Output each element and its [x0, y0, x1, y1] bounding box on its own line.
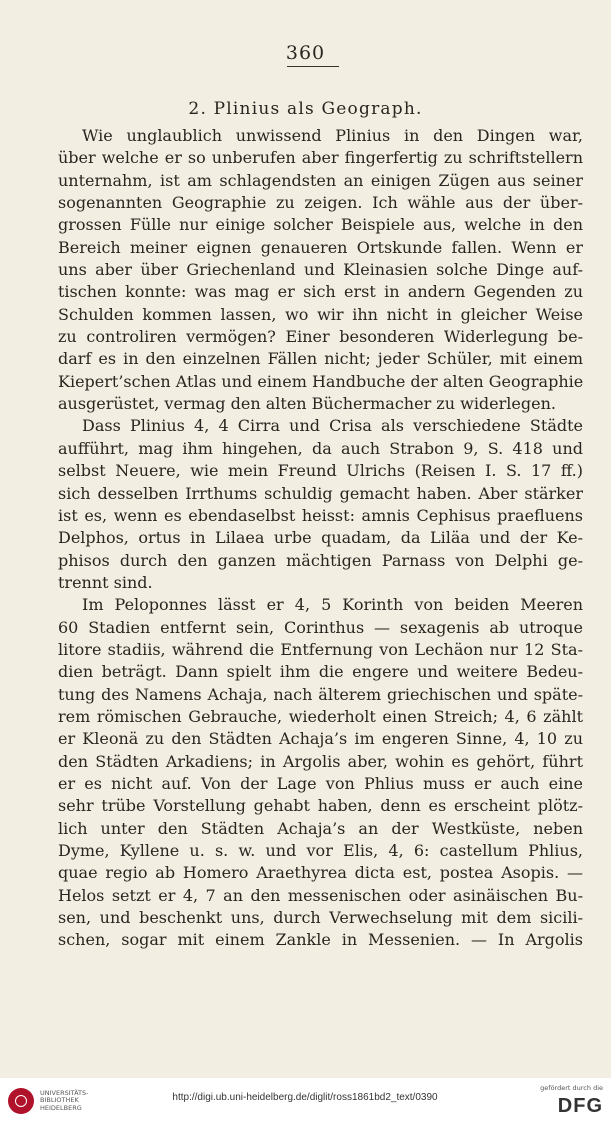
text-line: sen, und beschenkt uns, durch Verwechselung mit dem sicili- — [58, 908, 583, 928]
text-line: uns aber über Griechenland und Kleinasien solche Dinge auf- — [58, 260, 583, 280]
dfg-logo — [540, 1084, 603, 1117]
text-line: dien beträgt. Dann spielt ihm die engere und weitere Bedeu- — [58, 662, 583, 682]
text-line: trennt sind. — [58, 572, 153, 592]
page-number: 360 — [285, 42, 326, 64]
text-line: Kiepert’schen Atlas und einem Handbuche der alten Geographie — [58, 371, 583, 391]
text-line: Dyme, Kyllene u. s. w. und vor Elis, 4, 6: castellum Phlius, — [58, 841, 583, 860]
footer-bar — [0, 1078, 611, 1125]
text-line: 60 Stadien entfernt sein, Corinthus — sexagenis ab utroque — [58, 617, 583, 637]
text-line: ausgerüstet, vermag den alten Büchermacher zu widerlegen. — [58, 394, 556, 414]
text-line: lich unter den Städten Achaja’s an der Westküste, neben — [58, 818, 583, 838]
text-line: zu controliren vermögen? Einer besonderen Widerlegung be- — [58, 327, 583, 347]
text-line: Im Peloponnes lässt er 4, 5 Korinth von beiden Meeren — [82, 595, 583, 615]
text-line: phisos durch den ganzen mächtigen Parnass von Delphi ge- — [58, 550, 583, 570]
text-line: er es nicht auf. Von der Lage von Phlius muss er auch eine — [58, 773, 583, 793]
text-line: den Städten Arkadiens; in Argolis aber, wohin es gehört, führt — [58, 751, 583, 771]
library-name: UNIVERSITÄTS- BIBLIOTHEK HEIDELBERG — [40, 1088, 89, 1112]
text-line: sehr trübe Vorstellung gehabt haben, denn es erscheint plötz- — [58, 796, 583, 816]
text-line: Schulden kommen lassen, wo wir ihn nicht in gleicher Weise — [58, 304, 583, 324]
university-seal-icon — [8, 1088, 34, 1114]
section-heading: 2. Plinius als Geograph. — [188, 99, 423, 119]
text-line: über welche er so unberufen aber fingerfertig zu schriftstellern — [58, 148, 583, 168]
text-line: selbst Neuere, wie mein Freund Ulrichs (Reisen I. S. 17 ff.) — [58, 461, 583, 481]
permalink-url[interactable]: http://digi.ub.uni-heidelberg.de/diglit/ross1861bd2_text/0390 — [172, 1092, 438, 1103]
text-line: sogenannten Geographie zu zeigen. Ich wähle aus der über- — [58, 193, 583, 213]
text-line: sich desselben Irrthums schuldig gemacht haben. Aber stärker — [58, 483, 583, 503]
text-line: litore stadiis, während die Entfernung von Lechäon nur 12 Sta- — [58, 639, 583, 659]
text-line: er Kleonä zu den Städten Achaja’s im engeren Sinne, 4, 10 zu — [58, 729, 583, 749]
body-text — [58, 125, 583, 952]
text-line: quae regio ab Homero Araethyrea dicta est, postea Asopis. — — [58, 863, 583, 883]
text-line: grossen Fülle nur einige solcher Beispiele aus, welche in den — [58, 215, 583, 235]
text-line: tischen konnte: was mag er sich erst in andern Gegenden zu — [58, 282, 583, 302]
text-line: schen, sogar mit einem Zankle in Messenien. — In Argolis — [58, 930, 583, 950]
page-number-rule — [287, 66, 339, 67]
text-line: aufführt, mag ihm hingehen, da auch Strabon 9, S. 418 und — [58, 438, 583, 458]
dfg-wordmark: DFG — [557, 1095, 603, 1117]
text-line: darf es in den einzelnen Fällen nicht; jeder Schüler, mit einem — [58, 349, 583, 369]
text-line: Bereich meiner eignen genaueren Ortskunde fallen. Wenn er — [58, 237, 583, 257]
text-line: Helos setzt er 4, 7 an den messenischen oder asinäischen Bu- — [58, 885, 583, 905]
text-line: ist es, wenn es ebendaselbst heisst: amnis Cephisus praefluens — [58, 505, 583, 525]
text-line: Wie unglaublich unwissend Plinius in den Dingen war, — [82, 126, 583, 145]
funded-by-note: gefördert durch die — [540, 1084, 603, 1092]
text-line: unternahm, ist am schlagendsten an einigen Zügen aus seiner — [58, 170, 583, 190]
text-line: tung des Namens Achaja, nach älterem griechischen und späte- — [58, 684, 583, 704]
text-line: Dass Plinius 4, 4 Cirra und Crisa als verschiedene Städte — [82, 416, 583, 436]
text-line: rem römischen Gebrauche, wiederholt einen Streich; 4, 6 zählt — [58, 706, 583, 726]
library-logo[interactable] — [8, 1088, 89, 1114]
text-line: Delphos, ortus in Lilaea urbe quadam, da Liläa und der Ke- — [58, 528, 583, 548]
